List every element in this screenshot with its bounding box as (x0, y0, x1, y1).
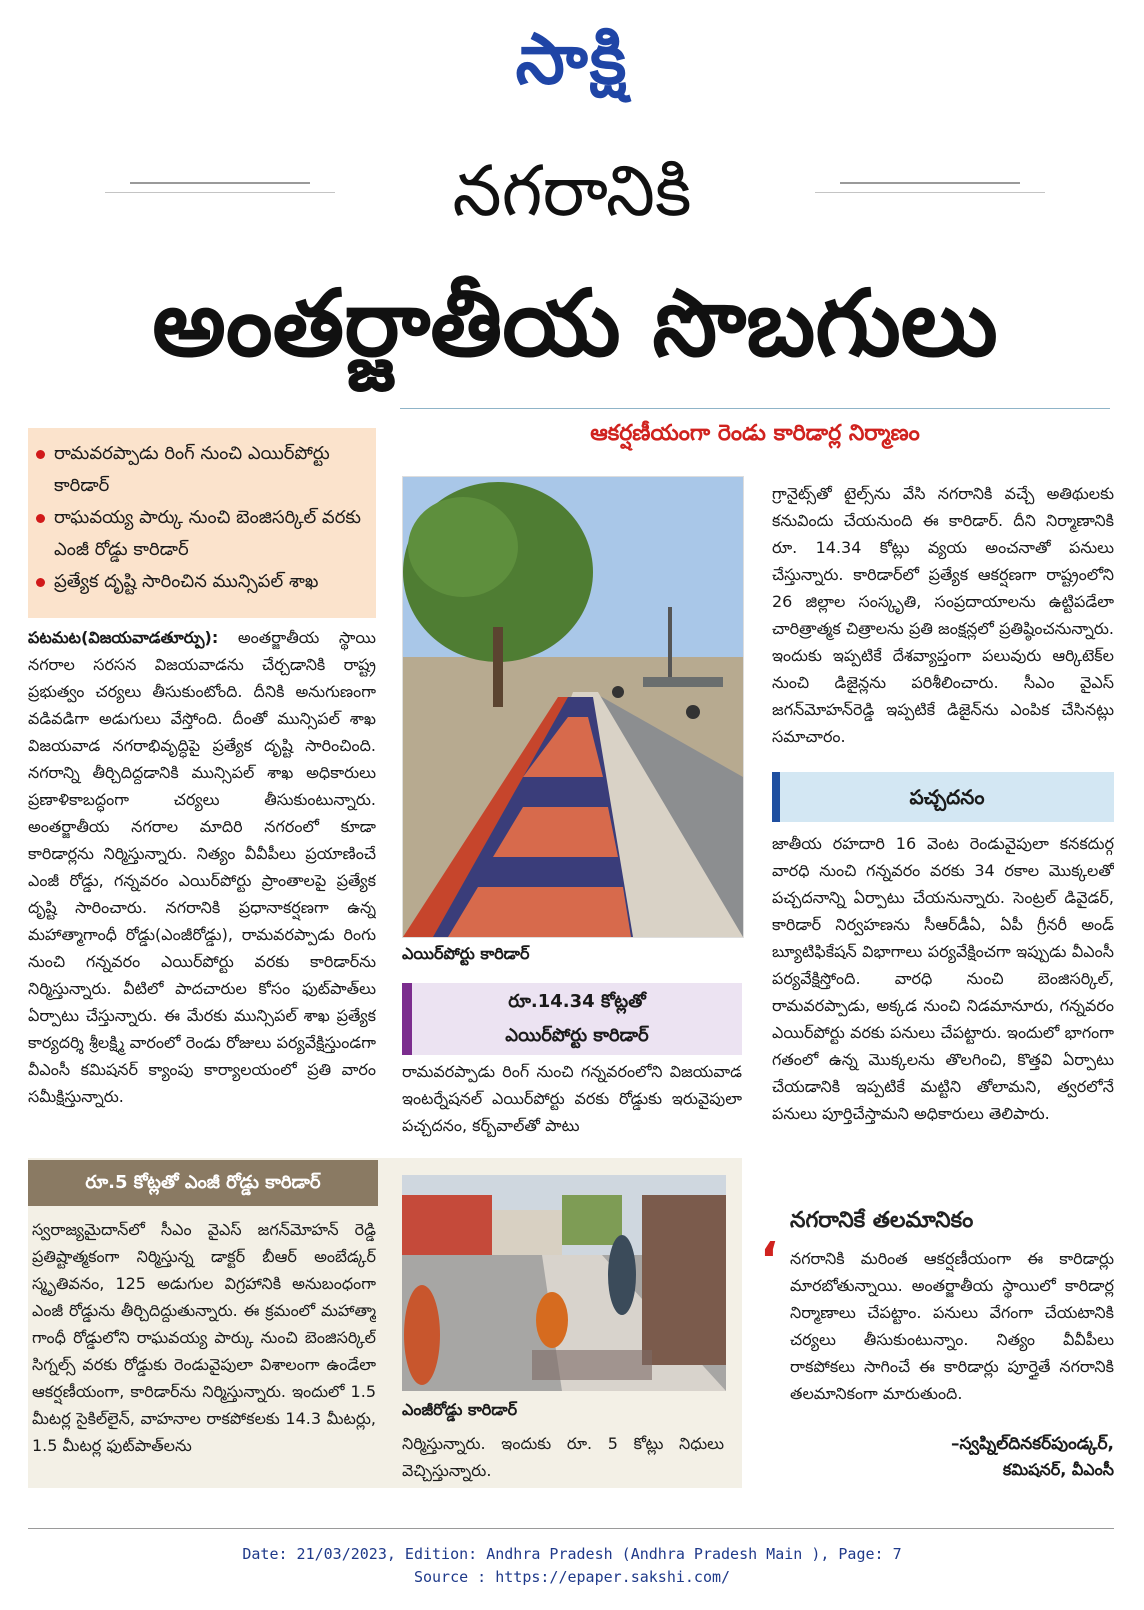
quote-author: –స్వప్నిల్‌దినకర్‌పుండ్కర్, (950, 1434, 1114, 1454)
masthead-logo: సాక్షి (515, 18, 629, 100)
bullet-icon (36, 514, 45, 523)
left-column (28, 624, 376, 1144)
highlight-item: రాఘవయ్య పార్కు నుంచి బెంజిసర్కిల్ వరకు ఎంజీ రోడ్డు కారిడార్ (36, 502, 366, 566)
article-subtitle: ఆకర్షణీయంగా రెండు కారిడార్ల నిర్మాణం (400, 408, 1110, 451)
footer-edition: Date: 21/03/2023, Edition: Andhra Pradesh (Andhra Pradesh Main ), Page: 7 (242, 1545, 902, 1563)
right-column-middle: జాతీయ రహదారి 16 వెంట రెండువైపులా కనకదుర్గ వారధి నుంచి గన్నవరం వరకు 34 రకాల మొక్కలతో పచ్చదనాన్ని ఏర్పాటు చేయనున్నారు. సెంట్రల్ డివైడర్, కారిడార్ నిర్వహణను సీఆర్‌డీఏ, ఏపీ గ్రీనరీ అండ్ బ్యూటిఫికేషన్ విభాగాలు పర్యవేక్షించగా ఇప్పుడు వీఎంసీ పర్యవేక్షిస్తోంది. వారధి నుంచి బెంజిసర్కిల్, రామవరప్పాడు, అక్కడ నుంచి నిడమానూరు, గన్నవరం ఎయిర్‌పోర్టు వరకు పనులు చేపట్టారు. ఇందులో భాగంగా గతంలో ఉన్న మొక్కలను తొలగించి, కొత్తవి ఏర్పాటు చేయడానికి ఇప్పటికే మట్టిని తోలామని, త్వరలోనే పనులు పూర్తిచేస్తామని అధికారులు తెలిపారు. (772, 834, 1114, 1123)
highlight-item: ప్రత్యేక దృష్టి సారించిన మున్సిపల్ శాఖ (36, 566, 366, 598)
quote-mark-icon: ‘ (760, 1232, 779, 1288)
mg-road-text-continued: నిర్మిస్తున్నారు. ఇందుకు రూ. 5 కోట్లు నిధులు వెచ్చిస్తున్నారు. (402, 1434, 724, 1480)
highlights-box (28, 428, 376, 618)
quote-author-title: కమిషనర్, వీఎంసీ (1002, 1460, 1114, 1479)
highlight-item: రామవరప్పాడు రింగ్ నుంచి ఎయిర్‌పోర్టు కారిడార్ (36, 438, 366, 502)
mg-road-title: రూ.5 కోట్లతో ఎంజీ రోడ్డు కారిడార్ (28, 1160, 378, 1206)
photo1-caption: ఎయిర్‌పోర్టు కారిడార్ (402, 944, 530, 963)
headline-line1: నగరానికి (452, 150, 692, 232)
photo2-caption: ఎంజీరోడ్డు కారిడార్ (402, 1400, 518, 1419)
dateline: పటమట(విజయవాడతూర్పు): (28, 628, 219, 647)
airport-corridor-photo (402, 476, 744, 938)
bullet-icon (36, 578, 45, 587)
quote-heading: నగరానికే తలమానికం (790, 1208, 974, 1233)
right-column-top: గ్రానైట్స్‌తో టైల్స్‌ను వేసి నగరానికి వచ్చే అతిథులకు కనువిందు చేయనుంది ఈ కారిడార్. దీని నిర్మాణానికి రూ. 14.34 కోట్లు వ్యయ అంచనాతో పనులు చేస్తున్నారు. కారిడార్‌లో ప్రత్యేక ఆకర్షణగా రాష్ట్రంలోని 26 జిల్లాల సంస్కృతి, సంప్రదాయాలను ఉట్టిపడేలా చారిత్రాత్మక చిత్రాలను ప్రతి జంక్షన్లలో ప్రతిష్ఠించనున్నారు. ఇందుకు ఇప్పటికే దేశవ్యాప్తంగా పలువురు ఆర్కిటెక్‌ల నుంచి డిజైన్లను పరిశీలించారు. సీఎం వైఎస్ జగన్‌మోహన్‌రెడ్డి ఇప్పటికే డిజైన్‌ను ఎంపిక చేసినట్లు సమాచారం. (772, 484, 1114, 746)
purple-box-line2: ఎయిర్‌పోర్టు కారిడార్ (505, 1025, 649, 1046)
footer-source: Source : https://epaper.sakshi.com/ (413, 1568, 731, 1586)
mg-road-text: స్వరాజ్యమైదాన్‌లో సీఎం వైఎస్ జగన్‌మోహన్ రెడ్డి ప్రతిష్టాత్మకంగా నిర్మిస్తున్న డాక్టర్ బీఆర్ అంబేడ్కర్ స్మృతివనం, 125 అడుగుల విగ్రహానికి అనుబంధంగా ఎంజీ రోడ్డును తీర్చిదిద్దుతున్నారు. ఈ క్రమంలో మహాత్మా గాంధీ రోడ్డులోని రాఘవయ్య పార్కు నుంచి బెంజిసర్కిల్ సిగ్నల్స్ వరకు రోడ్డుకు రెండువైపులా విశాలంగా ఉండేలా ఆకర్షణీయంగా, కారిడార్‌ను నిర్మిస్తున్నారు. ఇందులో 1.5 మీటర్ల సైకిల్‌లైన్, వాహనాల రాకపోకలకు 14.3 మీటర్లు, 1.5 మీటర్ల ఫుట్‌పాత్‌లను (32, 1220, 376, 1455)
left-column-text: అంతర్జాతీయ స్థాయి నగరాల సరసన విజయవాడను చేర్చడానికి రాష్ట్ర ప్రభుత్వం చర్యలు తీసుకుంటోంది. దీనికి అనుగుణంగా వడివడిగా అడుగులు వేస్తోంది. దీంతో మున్సిపల్ శాఖ విజయవాడ నగరాభివృద్ధిపై ప్రత్యేక దృష్టి సారించింది. నగరాన్ని తీర్చిదిద్దడానికి మున్సిపల్ శాఖ అధికారులు ప్రణాళికాబద్ధంగా చర్యలు తీసుకుంటున్నారు. అంతర్జాతీయ నగరాల మాదిరి నగరంలో కూడా కారిడార్లను నిర్మిస్తున్నారు. నిత్యం వీవీపీలు ప్రయాణించే ఎంజీ రోడ్డు, గన్నవరం ఎయిర్‌పోర్టు ప్రాంతాలపై ప్రత్యేక దృష్టి సారించారు. నగరానికి ప్రధానాకర్షణగా ఉన్న మహాత్మాగాంధీ రోడ్డు(ఎంజీరోడ్డు), రామవరప్పాడు రింగు నుంచి గన్నవరం ఎయిర్‌పోర్టు వరకు కారిడార్‌ను నిర్మిస్తున్నారు. వీటిలో పాదచారుల కోసం ఫుట్‌పాత్‌లు ఏర్పాటు చేస్తున్నారు. ఈ మేరకు మున్సిపల్ శాఖ ప్రత్యేక కార్యదర్శి శ్రీలక్ష్మి వారంలో రెండు రోజులు పర్యవేక్షిస్తుండగా వీఎంసీ కమిషనర్ క్యాంపు కార్యాలయంలో ప్రతి వారం సమీక్షిస్తున్నారు. (28, 628, 376, 1106)
purple-box-line1: రూ.14.34 కోట్లతో (508, 991, 646, 1012)
headline-line2: అంతర్జాతీయ సొబగులు (152, 270, 998, 377)
airport-cost-box (402, 983, 742, 1055)
bullet-icon (36, 450, 45, 459)
greenery-section-title: పచ్చదనం (772, 772, 1114, 822)
quote-text: నగరానికి మరింత ఆకర్షణీయంగా ఈ కారిడార్లు మారబోతున్నాయి. అంతర్జాతీయ స్థాయిలో కారిడార్ల నిర్మాణాలు చేపట్టాం. పనులు వేగంగా చేయటానికి చర్యలు తీసుకుంటున్నాం. నిత్యం వీవీపీలు రాకపోకలు సాగించే ఈ కారిడార్లు పూర్తైతే నగరానికి తలమానికంగా మారుతుంది. (790, 1249, 1114, 1403)
mg-road-photo (402, 1175, 726, 1391)
middle-column-text: రామవరప్పాడు రింగ్ నుంచి గన్నవరంలోని విజయవాడ ఇంటర్నేషనల్ ఎయిర్‌పోర్టు వరకు రోడ్డుకు ఇరువైపులా పచ్చదనం, కర్బ్‌వాల్‌తో పాటు (402, 1062, 742, 1135)
footer-rule (28, 1528, 1114, 1529)
